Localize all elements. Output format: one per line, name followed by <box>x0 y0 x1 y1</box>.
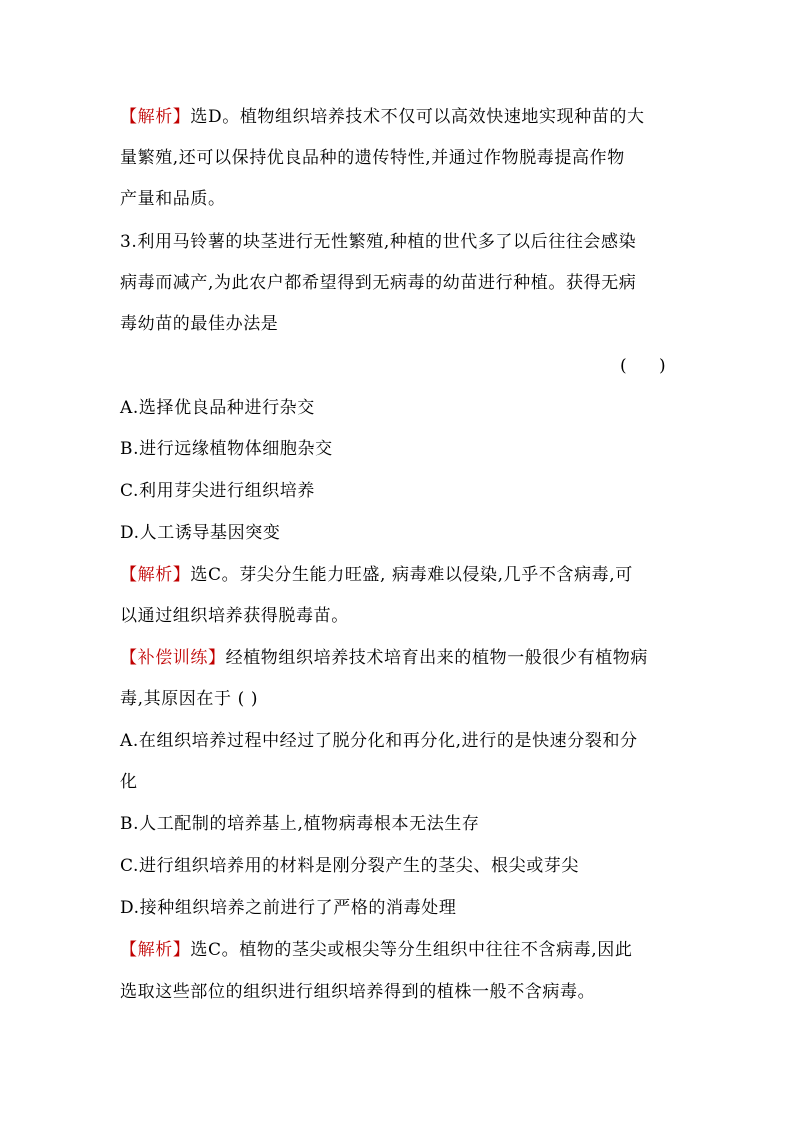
analysis-text: 以通过组织培养获得脱毒苗。 <box>120 606 349 626</box>
compensation-text: 经植物组织培养技术培育出来的植物一般很少有植物病 <box>225 648 649 668</box>
option-a: A.在组织培养过程中经过了脱分化和再分化,进行的是快速分裂和分 <box>120 731 638 751</box>
option-b: B.进行远缘植物体细胞杂交 <box>120 439 333 459</box>
analysis-text: 量繁殖,还可以保持优良品种的遗传特性,并通过作物脱毒提高作物 <box>120 148 625 168</box>
analysis-line <box>120 565 633 585</box>
option-a-continued: 化 <box>120 772 138 792</box>
analysis-line <box>120 107 645 127</box>
analysis-text: 选D。植物组织培养技术不仅可以高效快速地实现种苗的大 <box>190 107 645 127</box>
question-stem: 3.利用马铃薯的块茎进行无性繁殖,种植的世代多了以后往往会感染 <box>120 232 637 252</box>
option-d: D.人工诱导基因突变 <box>120 523 281 543</box>
compensation-text: 毒,其原因在于 ( ) <box>120 689 259 709</box>
compensation-tag: 【补偿训练】 <box>120 648 226 668</box>
compensation-line <box>120 648 648 668</box>
analysis-text: 选C。芽尖分生能力旺盛, 病毒难以侵染,几乎不含病毒,可 <box>190 565 633 585</box>
analysis-tag: 【解析】 <box>120 940 191 960</box>
option-b: B.人工配制的培养基上,植物病毒根本无法生存 <box>120 814 480 834</box>
analysis-text: 选C。植物的茎尖或根尖等分生组织中往往不含病毒,因此 <box>190 940 633 960</box>
analysis-tag: 【解析】 <box>120 107 191 127</box>
option-c: C.进行组织培养用的材料是刚分裂产生的茎尖、根尖或芽尖 <box>120 856 580 876</box>
analysis-line <box>120 940 632 960</box>
option-a: A.选择优良品种进行杂交 <box>120 398 315 418</box>
analysis-tag: 【解析】 <box>120 565 191 585</box>
option-d: D.接种组织培养之前进行了严格的消毒处理 <box>120 898 457 918</box>
analysis-text: 产量和品质。 <box>120 189 226 209</box>
option-c: C.利用芽尖进行组织培养 <box>120 481 316 501</box>
answer-bracket: ( ) <box>620 356 666 376</box>
question-stem: 病毒而减产,为此农户都希望得到无病毒的幼苗进行种植。获得无病 <box>120 273 637 293</box>
analysis-text: 选取这些部位的组织进行组织培养得到的植株一般不含病毒。 <box>120 982 596 1002</box>
question-stem: 毒幼苗的最佳办法是 <box>120 314 279 334</box>
